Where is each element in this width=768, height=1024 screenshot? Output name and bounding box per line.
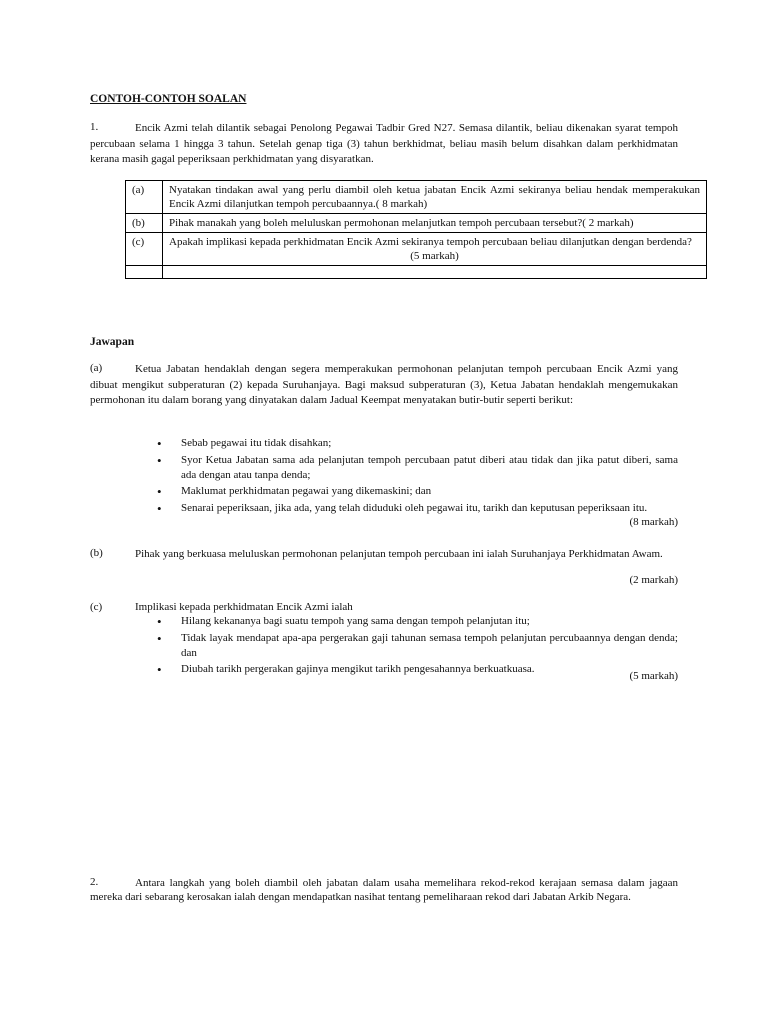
row-text: Apakah implikasi kepada perkhidmatan Encik Azmi sekiranya tempoh percubaan beliau dilanjutkan dengan berdenda? (169, 236, 692, 248)
table-row (126, 214, 707, 233)
row-label (126, 266, 163, 279)
answer-a-marks: (8 markah) (629, 516, 678, 528)
list-item: • Syor Ketua Jabatan sama ada pelanjutan tempoh percubaan patut diberi atau tidak dan jika patut diberi, sama ada dengan atau tanpa denda; (157, 453, 678, 483)
answer-b-label: (b) (90, 547, 103, 559)
list-item: • Senarai peperiksaan, jika ada, yang telah diduduki oleh pegawai itu, tarikh dan keputusan peperiksaan itu. (157, 501, 678, 516)
list-item: • Tidak layak mendapat apa-apa pergerakan gaji tahunan semasa tempoh pelanjutan percubaannya dengan denda; dan (157, 631, 678, 661)
table-row (126, 181, 707, 214)
row-text (163, 266, 707, 279)
answer-a-bullets (157, 436, 678, 517)
list-item: • Maklumat perkhidmatan pegawai yang dikemaskini; dan (157, 484, 678, 499)
question-table (125, 180, 707, 279)
question-number: 1. (90, 121, 99, 133)
answer-b-text: Pihak yang berkuasa meluluskan permohonan pelanjutan tempoh percubaan ini ialah Suruhanjaya Perkhidmatan Awam. (135, 548, 663, 560)
answer-a-text: Ketua Jabatan hendaklah dengan segera memperakukan permohonan pelanjutan tempoh percubaan Encik Azmi yang dibuat mengikut subperaturan (2) kepada Suruhanjaya. Bagi maksud subperaturan (3), Ketua Jabatan hendaklah mengemukakan permohonan itu dalam borang yang dinyatakan dalam Jadual Keempat menyatakan butir-butir seperti berikut: (90, 363, 678, 406)
row-text: Nyatakan tindakan awal yang perlu diambil oleh ketua jabatan Encik Azmi sekiranya beliau hendak memperakukan Encik Azmi dilanjutkan tempoh percubaannya.( 8 markah) (163, 181, 707, 214)
answer-c-bullets (157, 614, 678, 679)
answer-c-marks: (5 markah) (629, 670, 678, 682)
list-item: • Hilang kekananya bagi suatu tempoh yang sama dengan tempoh pelanjutan itu; (157, 614, 678, 629)
list-item: • Diubah tarikh pergerakan gajinya mengikut tarikh pengesahannya berkuatkuasa. (157, 662, 678, 677)
answer-heading: Jawapan (90, 336, 135, 348)
question-2-number: 2. (90, 876, 99, 888)
answer-c-label: (c) (90, 601, 103, 613)
list-item: • Sebab pegawai itu tidak disahkan; (157, 436, 678, 451)
table-row (126, 233, 707, 266)
answer-a-label: (a) (90, 362, 103, 374)
question-2-text: Antara langkah yang boleh diambil oleh jabatan dalam usaha memelihara rekod-rekod kerajaan semasa dalam jagaan mereka dari sebarang kerosakan ialah dengan mendapatkan nasihat tentang pemeliharaan rekod dari Jabatan Arkib Negara. (90, 877, 678, 903)
row-label: (b) (126, 214, 163, 233)
page-title: CONTOH-CONTOH SOALAN (90, 93, 247, 105)
table-row (126, 266, 707, 279)
answer-c-intro: Implikasi kepada perkhidmatan Encik Azmi ialah (135, 601, 353, 613)
row-text: Pihak manakah yang boleh meluluskan permohonan melanjutkan tempoh percubaan tersebut?( 2 markah) (163, 214, 707, 233)
row-cell (163, 233, 707, 266)
row-label: (a) (126, 181, 163, 214)
question-text: Encik Azmi telah dilantik sebagai Penolong Pegawai Tadbir Gred N27. Semasa dilantik, beliau dikenakan syarat tempoh percubaan selama 1 hingga 3 tahun. Setelah genap tiga (3) tahun berkhidmat, beliau masih belum disahkan dalam perkhidmatan kerana masih gagal peperiksaan perkhidmatan yang disyaratkan. (90, 122, 678, 165)
row-label: (c) (126, 233, 163, 266)
row-marks: (5 markah) (410, 250, 459, 262)
answer-b-marks: (2 markah) (629, 574, 678, 586)
